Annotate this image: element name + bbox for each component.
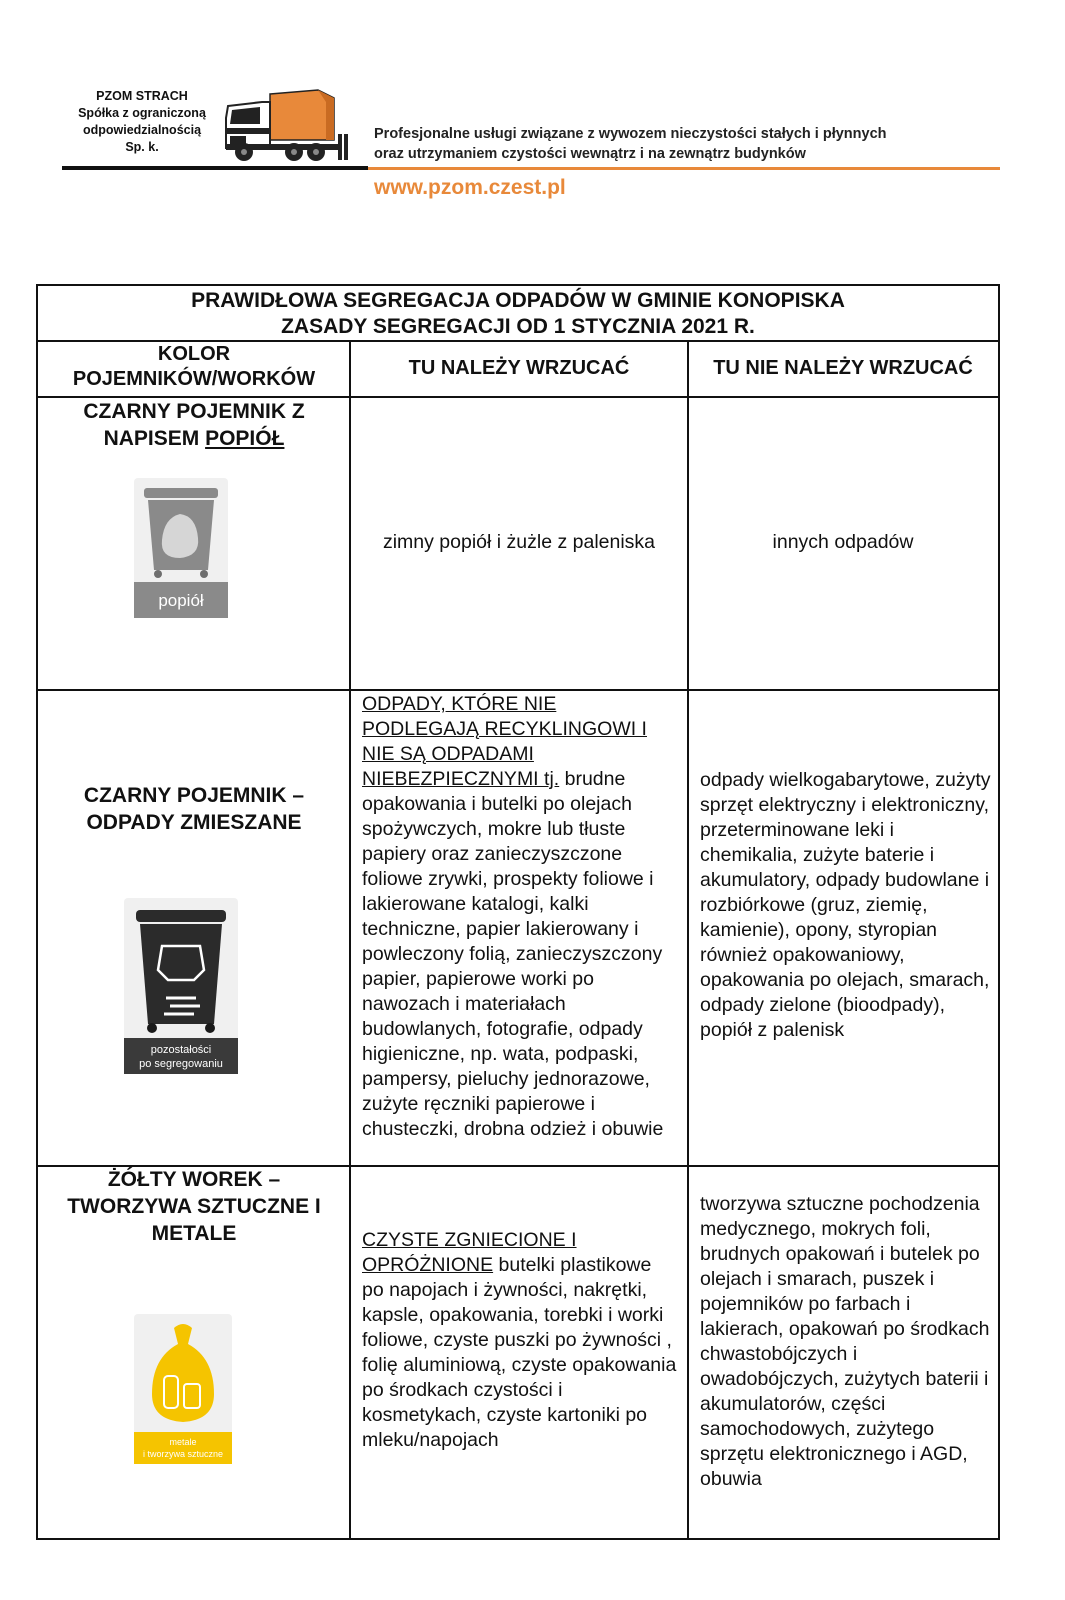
plastics-allowed-text: butelki plastikowe po napojach i żywności, nakrętki, kapsle, opakowania, torebki i worki foliowe, czyste puszki po żywności , folię aluminiową, czyste opakowania po środkach czystości i kosmetykach, czyste kartoniki po mleku/napojach xyxy=(362,1254,677,1451)
row-label-plastics: ŻÓŁTY WOREK – TWORZYWA SZTUCZNE I METALE xyxy=(67,1168,321,1245)
plastics-not-allowed-text: tworzywa sztuczne pochodzenia medycznego, mokrych foli, brudnych opakowań i butelek po olejach i smarach, puszek i pojemników po farbach i lakierach, opakowań po środkach chwastobójczych i owadobójczych, zużytych baterii i akumulatorów, części samochodowych, zużytego sprzętu elektronicznego i AGD, obuwia xyxy=(700,1193,990,1490)
header-divider xyxy=(62,166,368,170)
segregation-table xyxy=(36,284,1000,1540)
mixed-bin-caption-1: pozostałości xyxy=(150,1044,212,1056)
ash-bin-caption: popiół xyxy=(158,591,204,610)
mixed-not-allowed-text: odpady wielkogabarytowe, zużyty sprzęt elektryczny i elektroniczny, przeterminowane leki i chemikalia, zużyte baterie i akumulatory, odpady budowlane i rozbiórkowe (gruz, ziemię, kamienie), opony, styropian również opakowaniowy, opakowania po olejach, smarach, odpady zielone (bioodpady), popiół z palenisk xyxy=(700,769,991,1041)
ash-allowed-text: zimny popiół i żużle z paleniska xyxy=(382,531,656,553)
mixed-waste-bin-icon xyxy=(124,898,238,1074)
mixed-allowed-text: brudne opakowania i butelki po olejach spożywczych, mokre lub tłuste papiery oraz zanieczyszczone foliowe zrywki, prospekty foliowe i lakierowane katalogi, kalki techniczne, papier lakierowany i powleczony folią, zanieczyszczony papier, papierowe worki po nawozach i materiałach budowlanych, fotografie, odpady higieniczne, np. wata, podpaski, pampersy, pieluchy jednorazowe, zużyte ręczniki papierowe i chusteczki, drobna odzież i obuwie xyxy=(362,768,664,1140)
yellow-bag-caption-1: metale xyxy=(169,1437,197,1447)
company-name-line: PZOM STRACH xyxy=(96,89,188,103)
ash-not-allowed-text: innych odpadów xyxy=(772,531,914,553)
ash-bin-icon xyxy=(134,478,228,618)
mixed-allowed-heading: ODPADY, KTÓRE NIE PODLEGAJĄ RECYKLINGOWI I NIE SĄ ODPADAMI NIEBEZPIECZNYMI tj. xyxy=(362,693,647,790)
table-rule xyxy=(687,340,689,1538)
column-header-not-allowed: TU NIE NALEŻY WRZUCAĆ xyxy=(713,357,973,379)
tagline-line-2: oraz utrzymaniem czystości wewnątrz i na zewnątrz budynków xyxy=(374,146,806,162)
mixed-allowed xyxy=(362,692,678,1142)
company-name-line: Spółka z ograniczoną xyxy=(78,106,206,120)
column-header-allowed: TU NALEŻY WRZUCAĆ xyxy=(408,357,630,379)
garbage-truck-icon xyxy=(222,88,350,164)
table-title-line-1: PRAWIDŁOWA SEGREGACJA ODPADÓW W GMINIE KONOPISKA xyxy=(191,289,845,312)
plastics-allowed xyxy=(362,1228,678,1453)
tagline-line-1: Profesjonalne usługi związane z wywozem nieczystości stałych i płynnych xyxy=(374,126,887,142)
row-label-mixed: CZARNY POJEMNIK – ODPADY ZMIESZANE xyxy=(83,784,305,834)
website-link[interactable]: www.pzom.czest.pl xyxy=(374,176,566,199)
plastics-allowed-heading: CZYSTE ZGNIECIONE I OPRÓŻNIONE xyxy=(362,1229,577,1276)
company-name-line: Sp. k. xyxy=(125,140,159,154)
table-title-line-2: ZASADY SEGREGACJI OD 1 STYCZNIA 2021 R. xyxy=(281,315,755,338)
mixed-bin-caption-2: po segregowaniu xyxy=(139,1058,223,1070)
table-rule xyxy=(349,340,351,1538)
row-label-text: NAPISEM xyxy=(103,427,206,450)
company-name xyxy=(62,88,222,156)
company-name-line: odpowiedzialnością xyxy=(82,123,202,137)
company-tagline xyxy=(374,124,886,164)
yellow-bag-caption-2: i tworzywa sztuczne xyxy=(142,1449,224,1459)
table-title xyxy=(38,286,998,344)
table-rule xyxy=(38,689,998,691)
row-label-line xyxy=(44,425,344,452)
column-header-color: KOLOR POJEMNIKÓW/WORKÓW xyxy=(72,343,316,390)
row-label-underlined: POPIÓŁ xyxy=(205,427,285,450)
row-label-ash xyxy=(44,398,344,452)
header-divider-accent xyxy=(368,167,1000,170)
yellow-bag-icon xyxy=(134,1314,232,1464)
row-label-line: CZARNY POJEMNIK Z xyxy=(83,400,305,423)
